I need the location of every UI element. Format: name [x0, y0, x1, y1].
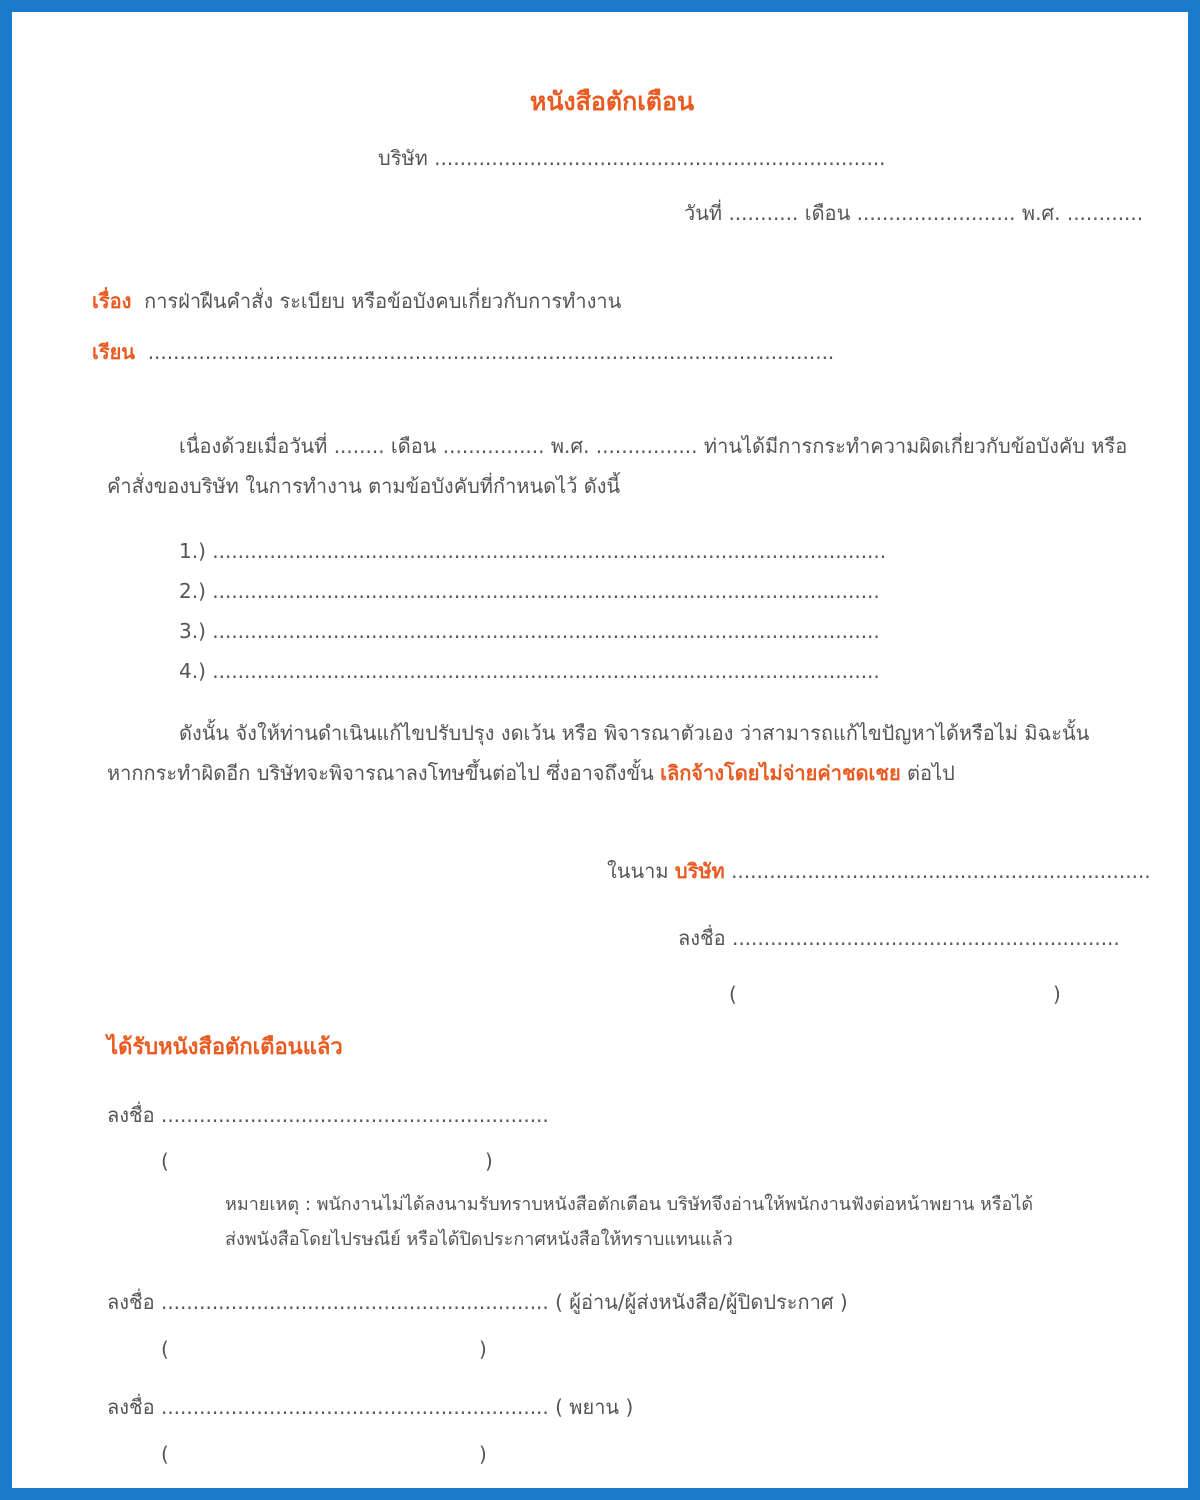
witness-paren-open: ( [161, 1442, 169, 1466]
note-line2: ส่งพนังสือโดยไปรษณีย์ หรือได้ปิดประกาศหนังสือให้ทราบแทนแล้ว [225, 1229, 733, 1250]
list-item: 2.) ......................................................................................................... [179, 579, 880, 603]
subject-label: เรื่อง [92, 289, 132, 313]
witness-signature-line: ลงชื่อ ............................................................. ( พยาน ) [107, 1395, 634, 1419]
termination-highlight: เลิกจ้างโดยไม่จ่ายค่าชดเชย [660, 761, 901, 785]
on-behalf-dots: .................................................................. [731, 859, 1151, 883]
subject-text: การฝ่าฝืนคำสั่ง ระเบียบ หรือข้อบังคบเกี่ยวกับการทำงาน [144, 289, 622, 313]
body2-line2 [107, 760, 955, 786]
reader-paren-open: ( [161, 1337, 169, 1361]
company-signer-paren-open: ( [729, 982, 737, 1006]
body2-line2-end: ต่อไป [907, 761, 955, 785]
company-line: บริษัท ....................................................................... [378, 146, 886, 170]
list-item: 4.) ......................................................................................................... [179, 659, 880, 683]
received-title: ได้รับหนังสือตักเตือนแล้ว [107, 1035, 343, 1060]
body2-line1: ดังนั้น จังให้ท่านดำเนินแก้ไขปรับปรุง งดเว้น หรือ พิจารณาตัวเอง ว่าสามารถแก้ไขปัญหาได้หรือไม่ มิฉะนั้น [179, 721, 1090, 745]
to-line [92, 339, 834, 365]
on-behalf-company: บริษัท [674, 859, 725, 883]
to-label: เรียน [92, 340, 135, 364]
body2-line2-text: หากกระทำผิดอีก บริษัทจะพิจารณาลงโทษขึ้นต่อไป ซึ่งอาจถึงขั้น [107, 761, 654, 785]
reader-signature-line: ลงชื่อ ............................................................. ( ผู้อ่าน/ผู้ส่งหนังสือ/ผู้ปิดประกาศ ) [107, 1290, 848, 1314]
receiver-paren-close: ) [485, 1149, 493, 1173]
list-item: 3.) ......................................................................................................... [179, 619, 880, 643]
receiver-signature-line: ลงชื่อ ............................................................. [107, 1103, 549, 1127]
witness-paren-close: ) [479, 1442, 487, 1466]
list-item: 1.) .......................................................................................................... [179, 539, 887, 563]
company-signature-line: ลงชื่อ ............................................................. [678, 926, 1120, 950]
to-dots: ............................................................................................................ [147, 340, 835, 364]
date-line: วันที่ ........... เดือน ......................... พ.ศ. ............ [684, 201, 1144, 225]
on-behalf-prefix: ในนาม [607, 859, 669, 883]
subject-line [92, 288, 621, 314]
note-line1: หมายเหตุ : พนักงานไม่ได้ลงนามรับทราบหนังสือตักเตือน บริษัทจึงอ่านให้พนักงานฟังต่อหน้าพยาน หรือได้ [225, 1194, 1034, 1215]
on-behalf-line [607, 858, 1151, 884]
body1-line1: เนื่องด้วยเมื่อวันที่ ........ เดือน ................ พ.ศ. ................ ท่านได้มีการกระทำความผิดเกี่ยวกับข้อบังคับ หรือ [179, 434, 1128, 458]
body1-line2: คำสั่งของบริษัท ในการทำงาน ตามข้อบังคับที่กำหนดไว้ ดังนี้ [107, 474, 621, 498]
receiver-paren-open: ( [161, 1149, 169, 1173]
document-title: หนังสือตักเตือน [529, 87, 695, 116]
company-signer-paren-close: ) [1053, 982, 1061, 1006]
reader-paren-close: ) [479, 1337, 487, 1361]
